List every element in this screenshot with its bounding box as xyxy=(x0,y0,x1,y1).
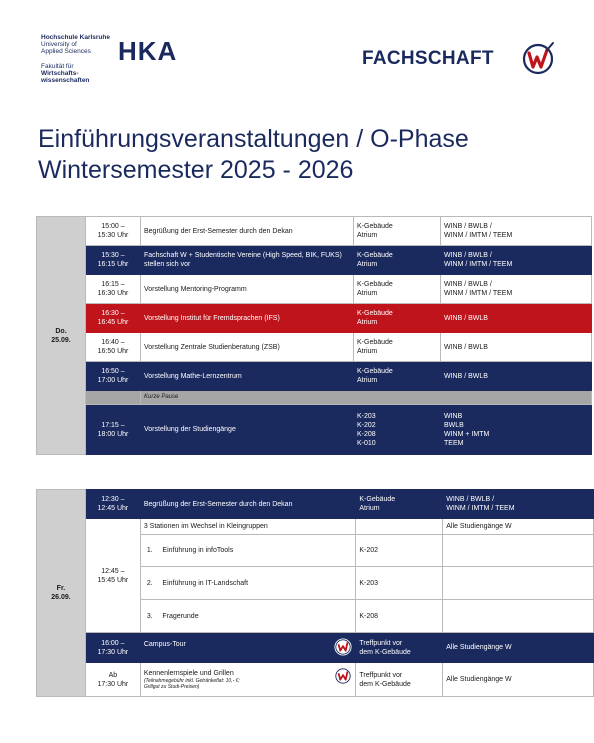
room-cell: K-202 xyxy=(356,535,443,567)
schedule-table-day1 xyxy=(36,216,592,455)
time-cell: 16:00 – 17:30 Uhr xyxy=(85,633,140,663)
station-item: 3. Fragerunde xyxy=(140,600,356,633)
program-cell: WINB BWLB WINM + IMTM TEEM xyxy=(441,405,592,455)
stations-header: 3 Stationen im Wechsel in Kleingruppen xyxy=(140,519,356,535)
event-cell: Kennenlernspiele und Grillen (Teilnahmegebühr inkl. Getränkeflat: 10,- €; Grillgut zu Studi-Preisen) xyxy=(140,663,356,697)
room-cell: K-Gebäude Atrium xyxy=(354,275,441,304)
program-cell: WINB / BWLB / WINM / IMTM / TEEM xyxy=(441,275,592,304)
title-line-2: Wintersemester 2025 - 2026 xyxy=(38,156,354,184)
table-row xyxy=(37,633,594,663)
title-line-1: Einführungsveranstaltungen / O-Phase xyxy=(38,125,469,153)
table-row xyxy=(37,304,592,333)
time-cell: 16:30 – 16:45 Uhr xyxy=(86,304,141,333)
room-cell: Treffpunkt vor dem K-Gebäude xyxy=(356,663,443,697)
time-cell: Ab 17:30 Uhr xyxy=(85,663,140,697)
hka-logo: HKA xyxy=(118,36,178,66)
time-cell: 17:15 – 18:00 Uhr xyxy=(86,405,141,455)
program-cell: WINB / BWLB / WINM / IMTM / TEEM xyxy=(441,217,592,246)
program-cell: WINB / BWLB / WINM / IMTM / TEEM xyxy=(441,246,592,275)
event-cell: Begrüßung der Erst-Semester durch den Dekan xyxy=(140,490,356,519)
room-cell: K-Gebäude Atrium xyxy=(354,333,441,362)
room-cell: K-203 K-202 K-208 K-010 xyxy=(354,405,441,455)
day-cell: Do. 25.09. xyxy=(37,217,86,455)
time-cell: 16:15 – 16:30 Uhr xyxy=(86,275,141,304)
table-row xyxy=(37,519,594,535)
university-logo xyxy=(41,34,221,94)
time-cell: 16:40 – 16:50 Uhr xyxy=(86,333,141,362)
time-cell: 15:30 – 16:15 Uhr xyxy=(86,246,141,275)
event-cell: Campus-Tour xyxy=(140,633,356,663)
event-cell: Vorstellung der Studiengänge xyxy=(141,405,354,455)
time-cell: 15:00 – 15:30 Uhr xyxy=(86,217,141,246)
fachschaft-w-icon xyxy=(520,40,556,76)
program-cell: WINB / BWLB xyxy=(441,333,592,362)
pause-label: Kurze Pause xyxy=(141,391,592,405)
program-cell: WINB / BWLB xyxy=(441,362,592,391)
room-cell: K-Gebäude Atrium xyxy=(356,490,443,519)
event-cell: Fachschaft W + Studentische Vereine (High Speed, BIK, FUKS) stellen sich vor xyxy=(141,246,354,275)
program-cell: WINB / BWLB / WINM / IMTM / TEEM xyxy=(443,490,594,519)
event-cell: Begrüßung der Erst-Semester durch den Dekan xyxy=(141,217,354,246)
event-cell: Vorstellung Mentoring-Programm xyxy=(141,275,354,304)
program-cell: Alle Studiengänge W xyxy=(443,519,594,535)
room-cell: Treffpunkt vor dem K-Gebäude xyxy=(356,633,443,663)
station-item: 2. Einführung in IT-Landschaft xyxy=(140,567,356,600)
university-name: Hochschule Karlsruhe University of Applied Sciences Fakultät für Wirtschafts- wissenschaften xyxy=(41,34,110,85)
table-row xyxy=(37,333,592,362)
room-cell: K-203 xyxy=(356,567,443,600)
room-cell: K-Gebäude Atrium xyxy=(354,246,441,275)
table-row xyxy=(37,663,594,697)
table-row xyxy=(37,362,592,391)
fachschaft-w-icon xyxy=(334,667,352,685)
event-cell: Vorstellung Zentrale Studienberatung (ZSB) xyxy=(141,333,354,362)
table-row xyxy=(37,246,592,275)
table-row xyxy=(37,405,592,455)
page-title xyxy=(38,124,469,186)
table-row xyxy=(37,490,594,519)
time-cell: 12:30 – 12:45 Uhr xyxy=(85,490,140,519)
fachschaft-wordmark: FACHSCHAFT xyxy=(362,48,494,69)
day-cell: Fr. 26.09. xyxy=(37,490,86,697)
time-cell: 16:50 – 17:00 Uhr xyxy=(86,362,141,391)
table-row xyxy=(37,275,592,304)
event-cell: Vorstellung Institut für Fremdsprachen (IFS) xyxy=(141,304,354,333)
time-cell: 12:45 – 15:45 Uhr xyxy=(85,519,140,633)
schedule-table-day2 xyxy=(36,489,594,697)
room-cell: K-Gebäude Atrium xyxy=(354,304,441,333)
program-cell: Alle Studiengänge W xyxy=(443,663,594,697)
table-row xyxy=(37,217,592,246)
pause-row xyxy=(37,391,592,405)
station-item: 1. Einführung in infoTools xyxy=(140,535,356,567)
fachschaft-w-icon xyxy=(334,638,352,656)
room-cell: K-Gebäude Atrium xyxy=(354,217,441,246)
program-cell: Alle Studiengänge W xyxy=(443,633,594,663)
room-cell: K-Gebäude Atrium xyxy=(354,362,441,391)
program-cell: WINB / BWLB xyxy=(441,304,592,333)
event-cell: Vorstellung Mathe-Lernzentrum xyxy=(141,362,354,391)
room-cell: K-208 xyxy=(356,600,443,633)
